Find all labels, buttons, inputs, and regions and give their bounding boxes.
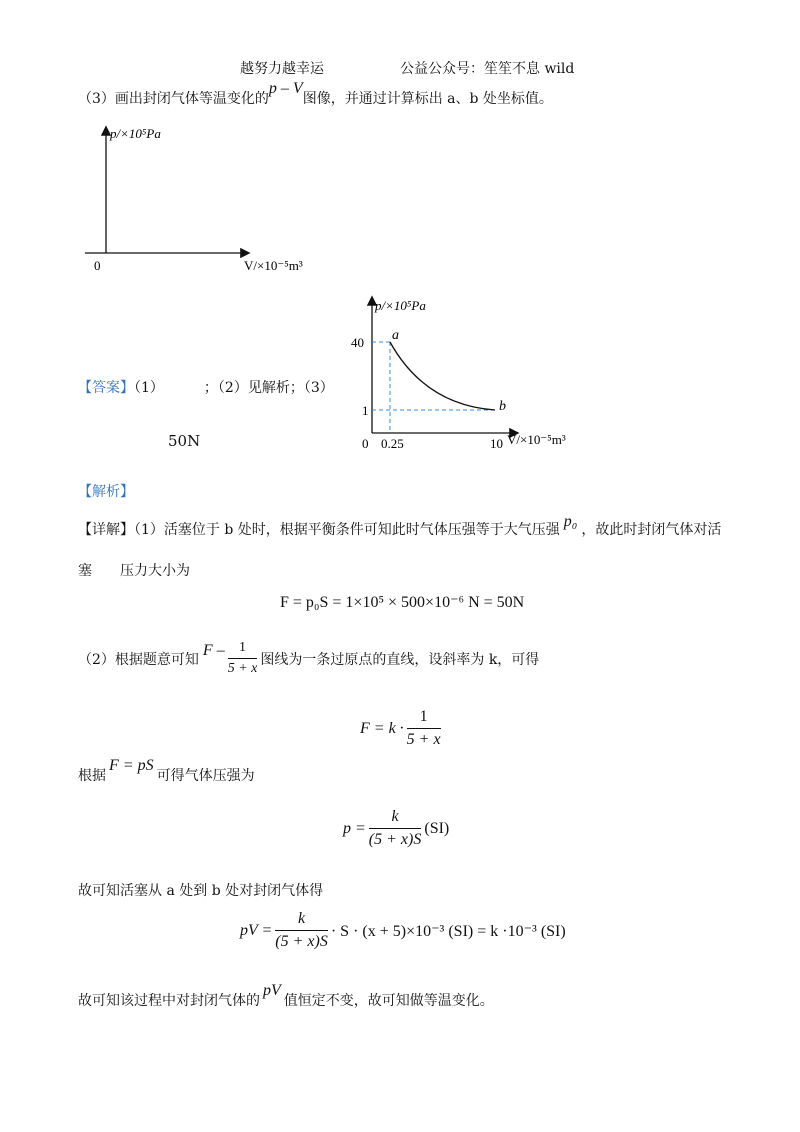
- fraction-numerator: 1: [228, 640, 258, 659]
- detail-line-6: [78, 982, 494, 1010]
- detail-l4a: 根据: [78, 768, 106, 784]
- detail-line-1: [78, 513, 722, 539]
- eq2-left: F = k ·: [360, 719, 404, 737]
- detail-tag: 【详解】: [78, 522, 134, 538]
- detail-l6a: 故可知该过程中对封闭气体的: [78, 993, 260, 1009]
- detail-l1: （1）活塞位于 b 处时，根据平衡条件可知此时气体压强等于大气压强: [134, 522, 560, 538]
- equation-4: [240, 910, 566, 951]
- y-tick-40: 40: [351, 335, 364, 350]
- equation-1: F = p₀S = 1×10⁵ × 500×10⁻⁶ N = 50N: [280, 594, 525, 611]
- eq3-numerator: k: [369, 808, 422, 829]
- q3-suffix: 图像，并通过计算标出 a、b 处坐标值。: [302, 91, 553, 107]
- eq2-fraction: [407, 708, 441, 749]
- blank-x-label: V/×10⁻⁵m³: [244, 258, 303, 273]
- point-a-label: a: [392, 328, 399, 343]
- isotherm-curve: [390, 342, 495, 410]
- detail-l4b: 可得气体压强为: [156, 768, 255, 784]
- detail-l3F: F –: [202, 641, 225, 659]
- detail-l6pv: pV: [263, 982, 281, 999]
- eq4-fraction: [275, 910, 328, 951]
- fraction-1-over-5x: [228, 640, 258, 677]
- detail-line-5: 故可知活塞从 a 处到 b 处对封闭气体得: [78, 883, 324, 899]
- answer-line: [78, 377, 334, 397]
- header-left: 越努力越幸运: [240, 61, 324, 77]
- fraction-denominator: 5 + x: [227, 661, 258, 676]
- eq3-denominator: (5 + x)S: [368, 831, 422, 848]
- x-tick-0.25: 0.25: [381, 436, 404, 451]
- q3-pv: p – V: [268, 80, 303, 97]
- q3-prefix: （3）画出封闭气体等温变化的: [78, 91, 269, 107]
- detail-l3a: （2）根据题意可知: [78, 651, 199, 668]
- blank-origin: 0: [94, 258, 101, 273]
- blank-y-label: p/×10⁵Pa: [110, 126, 161, 141]
- eq4-numerator: k: [275, 910, 328, 931]
- question-3: [78, 80, 553, 108]
- answer-value: 50N: [168, 432, 201, 450]
- analysis-tag: 【解析】: [78, 484, 134, 500]
- chart-y-label: p/×10⁵Pa: [375, 298, 426, 313]
- chart-x-label: V/×10⁻⁵m³: [507, 432, 566, 447]
- eq3-fraction: [369, 808, 422, 849]
- eq2-denominator: 5 + x: [406, 731, 441, 748]
- detail-l1b: ，故此时封闭气体对活: [581, 522, 722, 538]
- eq3-left: p =: [343, 819, 366, 837]
- answer-tag: 【答案】: [78, 380, 134, 396]
- point-b-label: b: [499, 399, 506, 414]
- eq4-denominator: (5 + x)S: [275, 933, 328, 950]
- x-tick-10: 10: [490, 436, 503, 451]
- blank-chart: [80, 118, 320, 278]
- detail-line-4: [78, 757, 255, 785]
- detail-l6b: 值恒定不变，故可知做等温变化。: [283, 993, 494, 1009]
- answer-chart: [345, 290, 595, 455]
- eq4-left: pV =: [240, 921, 273, 939]
- detail-line-2: 塞 压力大小为: [78, 563, 190, 579]
- equation-3: [343, 808, 449, 849]
- eq4-right: · S · (x + 5)×10⁻³ (SI) = k ·10⁻³ (SI): [330, 922, 566, 940]
- detail-l4eq: F = pS: [109, 757, 154, 774]
- y-tick-1: 1: [362, 403, 369, 418]
- detail-line-3: [78, 640, 539, 677]
- detail-l3b: 图线为一条过原点的直线，设斜率为 k，可得: [260, 651, 540, 668]
- eq2-numerator: 1: [407, 708, 441, 729]
- detail-p0: p₀: [563, 513, 578, 530]
- x-tick-0: 0: [362, 436, 369, 451]
- answer-sep: ；（2）见解析；（3）: [203, 380, 334, 396]
- header-right: 公益公众号：笙笙不息 wild: [400, 61, 575, 77]
- equation-2: [360, 708, 444, 749]
- eq3-unit: (SI): [424, 819, 450, 837]
- answer-p1: （1）: [134, 380, 164, 396]
